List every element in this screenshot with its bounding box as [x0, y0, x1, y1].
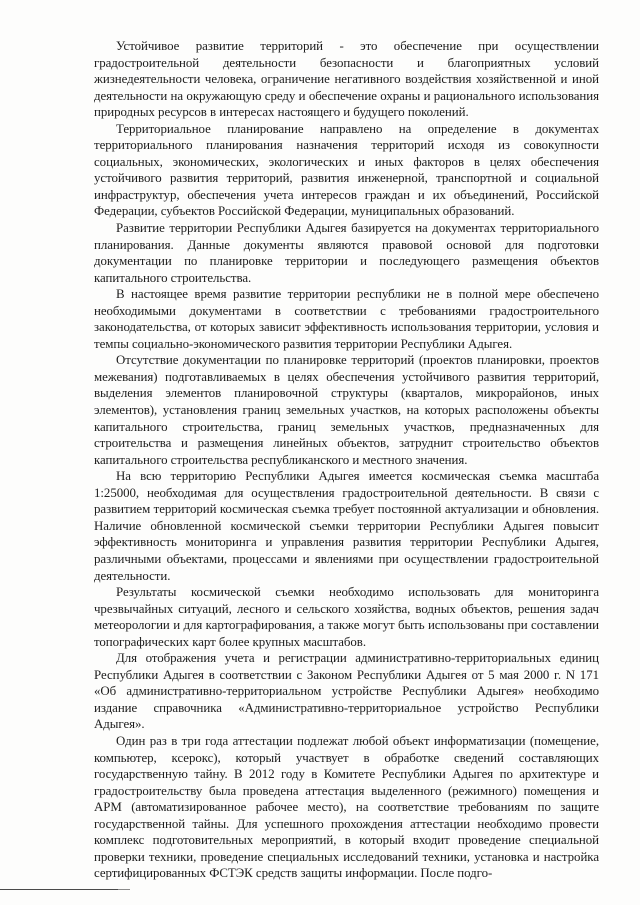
paragraph-current-state: В настоящее время развитие территории республики не в полной мере обеспечено необходимыми документами в соответствии с требованиями градостроительного законодательства, от которых зависит эффективность использования территории, условия и темпы социально-экономического развития территории Республики Адыгея.	[94, 287, 599, 351]
paragraph-attestation: Один раз в три года аттестации подлежат любой объект информатизации (помещение, компьютер, ксерокс), который участвует в обработке сведений составляющих государственную тайну. В 2012 году в Комитете Республики Адыгея по архитектуре и градостроительству была проведена аттестация выделенного (режимного) помещения и АРМ (автоматизированное рабочее место), на соответствие требованиям по защите государственной тайны. Для успешного прохождения аттестации необходимо провести комплекс подготовительных мероприятий, в который входит проведение специальной проверки техники, проведение специальных исследований техники, установка и настройка сертифицированных ФСТЭК средств защиты информации. После подго-	[94, 733, 599, 881]
footer-rule	[0, 889, 130, 890]
footer-rule-segment	[118, 889, 130, 890]
paragraph-missing-documentation: Отсутствие документации по планировке территорий (проектов планировки, проектов межевания) подготавливаемых в целях обеспечения устойчивого развития территорий, выделения элементов планировочной структуры (кварталов, микрорайонов, иных элементов), установления границ земельных участков, на которых расположены объекты капитального строительства, границ земельных участков, предназначенных для строительства и размещения линейных объектов, затруднит строительство объектов капитального строительства республиканского и местного значения.	[94, 353, 599, 467]
paragraph-administrative-units: Для отображения учета и регистрации административно-территориальных единиц Республики Адыгея в соответствии с Законом Республики Адыгея от 5 мая 2000 г. N 171 «Об административно-территориальном устройстве Республики Адыгея» необходимо издание справочника «Административно-территориальное устройство Республики Адыгея».	[94, 651, 599, 732]
document-body	[94, 38, 599, 882]
paragraph-satellite-imagery: На всю территорию Республики Адыгея имеется космическая съемка масштаба 1:25000, необходимая для осуществления градостроительной деятельности. В связи с развитием территорий космическая съемка требует постоянной актуализации и обновления. Наличие обновленной космической съемки территории Республики Адыгея повысит эффективность мониторинга и управления развития территории Республики Адыгея, различными объектами, процессами и явлениями при осуществлении градостроительной деятельности.	[94, 469, 599, 583]
paragraph-territorial-planning: Территориальное планирование направлено на определение в документах территориального планирования назначения территорий исходя из совокупности социальных, экономических, экологических и иных факторов в целях обеспечения устойчивого развития территорий, развития инженерной, транспортной и социальной инфраструктур, обеспечения учета интересов граждан и их объединений, Российской Федерации, субъектов Российской Федерации, муниципальных образований.	[94, 121, 599, 219]
paragraph-sustainable-development: Устойчивое развитие территорий - это обеспечение при осуществлении градостроительной деятельности безопасности и благоприятных условий жизнедеятельности человека, ограничение негативного воздействия хозяйственной и иной деятельности на окружающую среду и обеспечение охраны и рационального использования природных ресурсов в интересах настоящего и будущего поколений.	[94, 39, 599, 120]
paragraph-territory-development: Развитие территории Республики Адыгея базируется на документах территориального планирования. Данные документы являются правовой основой для подготовки документации по планировке территории и последующего размещения объектов капитального строительства.	[94, 221, 599, 285]
paragraph-imagery-results: Результаты космической съемки необходимо использовать для мониторинга чрезвычайных ситуаций, лесного и сельского хозяйства, водных объектов, решения задач метеорологии и для картографирования, а также могут быть использованы при составлении топографических карт более крупных масштабов.	[94, 585, 599, 649]
